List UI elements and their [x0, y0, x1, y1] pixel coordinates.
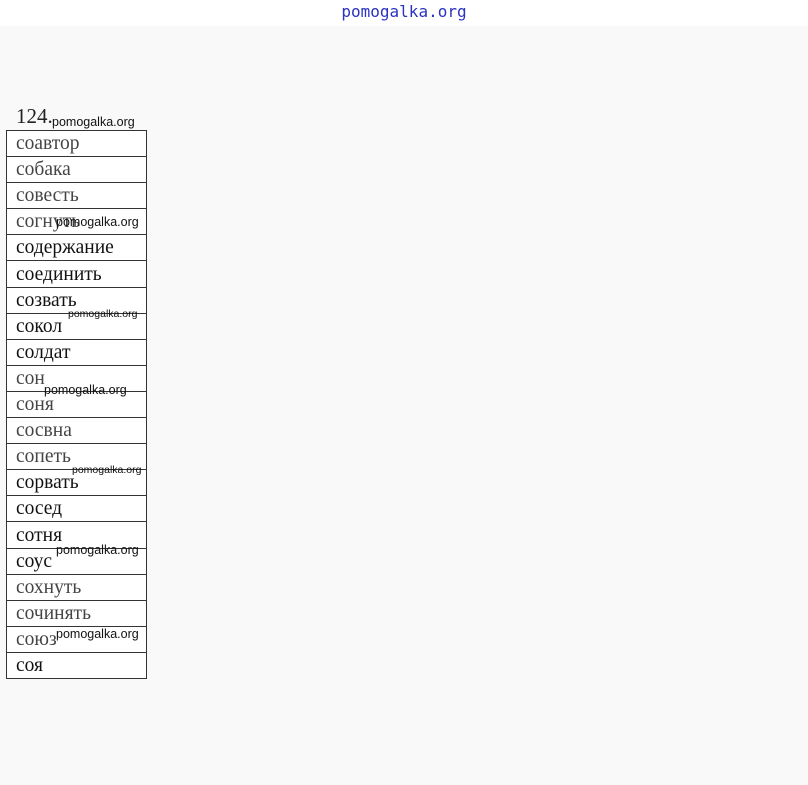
word-cell: согнуть	[7, 209, 147, 235]
word-cell: сопеть	[7, 444, 147, 470]
table-row	[7, 261, 147, 287]
word-cell: созвать	[7, 287, 147, 313]
word-cell: сосвна	[7, 418, 147, 444]
table-row	[7, 235, 147, 261]
table-row	[7, 574, 147, 600]
word-list-table	[6, 130, 147, 679]
word-cell: содержание	[7, 235, 147, 261]
word-cell: сокол	[7, 313, 147, 339]
exercise-number: 124.	[16, 104, 53, 128]
watermark-text: pomogalka.org	[56, 627, 139, 641]
word-cell: сохнуть	[7, 574, 147, 600]
watermark-text: pomogalka.org	[68, 308, 138, 320]
word-cell: сотня	[7, 522, 147, 548]
table-row	[7, 131, 147, 157]
table-row	[7, 652, 147, 678]
table-row	[7, 157, 147, 183]
watermark-text: pomogalka.org	[44, 383, 127, 397]
word-cell: солдат	[7, 339, 147, 365]
word-cell: соавтор	[7, 131, 147, 157]
watermark-text: pomogalka.org	[52, 115, 135, 129]
word-cell: сочинять	[7, 600, 147, 626]
word-cell: союз	[7, 626, 147, 652]
word-cell: соня	[7, 391, 147, 417]
word-cell: сорвать	[7, 470, 147, 496]
table-row	[7, 418, 147, 444]
table-row	[7, 600, 147, 626]
watermark-text: pomogalka.org	[56, 543, 139, 557]
word-cell: совесть	[7, 183, 147, 209]
table-row	[7, 496, 147, 522]
word-cell: сосед	[7, 496, 147, 522]
word-cell: собака	[7, 157, 147, 183]
table-row	[7, 339, 147, 365]
word-cell: соя	[7, 652, 147, 678]
site-header-logo[interactable]: pomogalka.org	[341, 2, 467, 21]
word-cell: соединить	[7, 261, 147, 287]
word-cell: соус	[7, 548, 147, 574]
watermark-text: pomogalka.org	[72, 464, 142, 476]
word-cell: сон	[7, 365, 147, 391]
table-row	[7, 183, 147, 209]
watermark-text: pomogalka.org	[56, 215, 139, 229]
